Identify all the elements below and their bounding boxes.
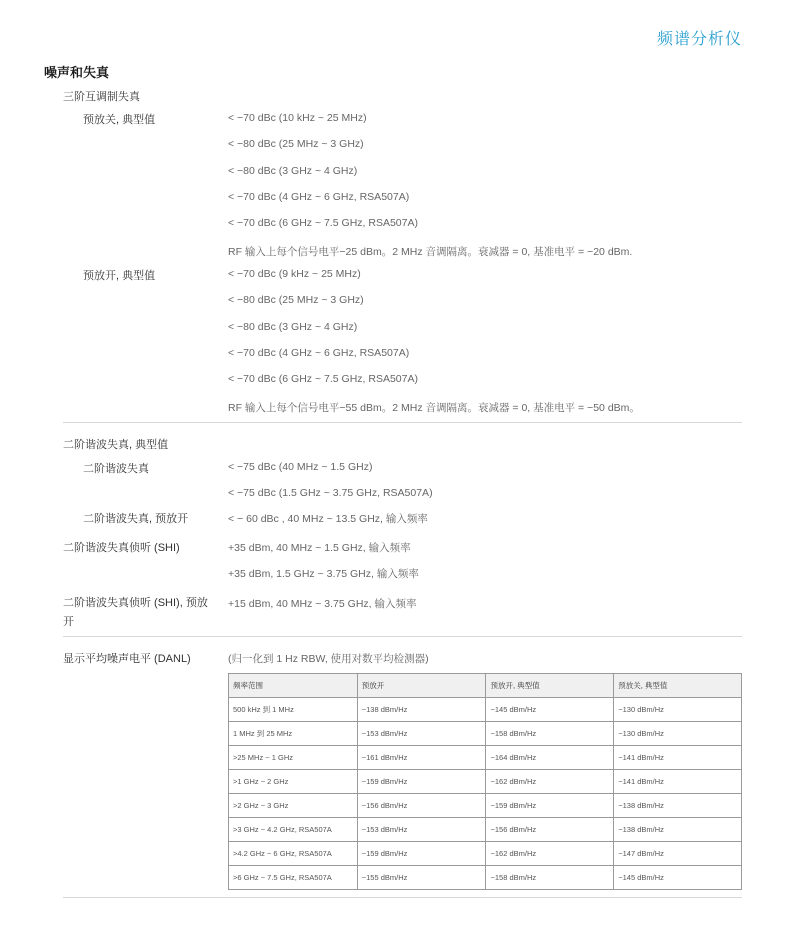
table-cell: −141 dBm/Hz [614, 770, 742, 794]
shd-preamp-on-label: 二阶谐波失真, 预放开 [83, 513, 189, 525]
column-header: 频率范围 [229, 674, 358, 698]
tid-preamp-off-value: < −70 dBc (6 GHz ~ 7.5 GHz, RSA507A) [228, 217, 418, 229]
table-cell: −162 dBm/Hz [486, 770, 614, 794]
shd-label: 二阶谐波失真 [83, 463, 149, 475]
table-cell: −161 dBm/Hz [357, 746, 486, 770]
tid-preamp-off-value: < −80 dBc (3 GHz ~ 4 GHz) [228, 165, 358, 177]
tid-preamp-off-label: 预放关, 典型值 [83, 114, 156, 126]
column-header: 预放开, 典型值 [486, 674, 614, 698]
table-cell: −145 dBm/Hz [614, 866, 742, 890]
table-cell: 500 kHz 到 1 MHz [229, 698, 358, 722]
table-cell: −159 dBm/Hz [486, 794, 614, 818]
table-cell: −158 dBm/Hz [486, 722, 614, 746]
tid-preamp-on-label: 预放开, 典型值 [83, 270, 156, 282]
tid-preamp-on-value: < −80 dBc (3 GHz ~ 4 GHz) [228, 321, 358, 333]
table-cell: −156 dBm/Hz [486, 818, 614, 842]
table-cell: −164 dBm/Hz [486, 746, 614, 770]
table-cell: −130 dBm/Hz [614, 698, 742, 722]
table-cell: −141 dBm/Hz [614, 746, 742, 770]
table-cell: −138 dBm/Hz [357, 698, 486, 722]
table-cell: −158 dBm/Hz [486, 866, 614, 890]
header-title: 频谱分析仪 [656, 31, 742, 48]
table-row [229, 794, 742, 818]
shd-value: < −75 dBc (40 MHz ~ 1.5 GHz) [228, 461, 373, 473]
table-cell: >6 GHz ~ 7.5 GHz, RSA507A [229, 866, 358, 890]
shi-label: 二阶谐波失真侦听 (SHI) [63, 542, 180, 554]
tid-preamp-off-note: RF 输入上每个信号电平−25 dBm。2 MHz 音调隔离。衰减器 = 0, 基准电平 = −20 dBm. [228, 246, 633, 258]
column-header: 预放关, 典型值 [614, 674, 742, 698]
table-cell: >2 GHz ~ 3 GHz [229, 794, 358, 818]
table-cell: −138 dBm/Hz [614, 794, 742, 818]
table-cell: −147 dBm/Hz [614, 842, 742, 866]
table-cell: −156 dBm/Hz [357, 794, 486, 818]
table-cell: −153 dBm/Hz [357, 818, 486, 842]
column-header: 预放开 [357, 674, 486, 698]
tid-preamp-on-value: < −70 dBc (9 kHz ~ 25 MHz) [228, 268, 361, 280]
shd-value: < −75 dBc (1.5 GHz ~ 3.75 GHz, RSA507A) [228, 487, 433, 499]
table-row [229, 818, 742, 842]
table-cell: −155 dBm/Hz [357, 866, 486, 890]
table-row [229, 866, 742, 890]
table-cell: −138 dBm/Hz [614, 818, 742, 842]
table-cell: >25 MHz ~ 1 GHz [229, 746, 358, 770]
tid-preamp-off-value: < −70 dBc (10 kHz ~ 25 MHz) [228, 112, 367, 124]
table-cell: >3 GHz ~ 4.2 GHz, RSA507A [229, 818, 358, 842]
table-cell: −145 dBm/Hz [486, 698, 614, 722]
tid-preamp-on-value: < −80 dBc (25 MHz ~ 3 GHz) [228, 294, 364, 306]
shi-value: +35 dBm, 40 MHz ~ 1.5 GHz, 输入频率 [228, 542, 411, 554]
divider [63, 636, 742, 637]
table-cell: 1 MHz 到 25 MHz [229, 722, 358, 746]
danl-note: (归一化到 1 Hz RBW, 使用对数平均检测器) [228, 653, 429, 665]
table-row [229, 842, 742, 866]
table-cell: −162 dBm/Hz [486, 842, 614, 866]
shi-preamp-on-value: +15 dBm, 40 MHz ~ 3.75 GHz, 输入频率 [228, 598, 417, 610]
table-header-row [229, 674, 742, 698]
table-cell: −159 dBm/Hz [357, 842, 486, 866]
divider [63, 897, 742, 898]
tid-preamp-off-value: < −80 dBc (25 MHz ~ 3 GHz) [228, 138, 364, 150]
tid-preamp-on-note: RF 输入上每个信号电平−55 dBm。2 MHz 音调隔离。衰减器 = 0, 基准电平 = −50 dBm。 [228, 402, 640, 414]
shi-preamp-on-label: 二阶谐波失真侦听 (SHI), 预放开 [63, 597, 208, 628]
table-cell: −130 dBm/Hz [614, 722, 742, 746]
shd-preamp-on-value: < − 60 dBc , 40 MHz ~ 13.5 GHz, 输入频率 [228, 513, 428, 525]
table-cell: >1 GHz ~ 2 GHz [229, 770, 358, 794]
tid-preamp-off-value: < −70 dBc (4 GHz ~ 6 GHz, RSA507A) [228, 191, 410, 203]
danl-table [228, 673, 742, 890]
divider [63, 422, 742, 423]
table-cell: −159 dBm/Hz [357, 770, 486, 794]
tid-title: 三阶互调制失真 [63, 91, 140, 103]
table-row [229, 746, 742, 770]
tid-preamp-on-value: < −70 dBc (4 GHz ~ 6 GHz, RSA507A) [228, 347, 410, 359]
shi-value: +35 dBm, 1.5 GHz ~ 3.75 GHz, 输入频率 [228, 568, 419, 580]
table-row [229, 770, 742, 794]
table-row [229, 722, 742, 746]
table-cell: −153 dBm/Hz [357, 722, 486, 746]
section-title: 噪声和失真 [44, 65, 110, 80]
table-row [229, 698, 742, 722]
table-cell: >4.2 GHz ~ 6 GHz, RSA507A [229, 842, 358, 866]
danl-label: 显示平均噪声电平 (DANL) [63, 653, 191, 665]
tid-preamp-on-value: < −70 dBc (6 GHz ~ 7.5 GHz, RSA507A) [228, 373, 418, 385]
shd-title: 二阶谐波失真, 典型值 [63, 439, 169, 451]
